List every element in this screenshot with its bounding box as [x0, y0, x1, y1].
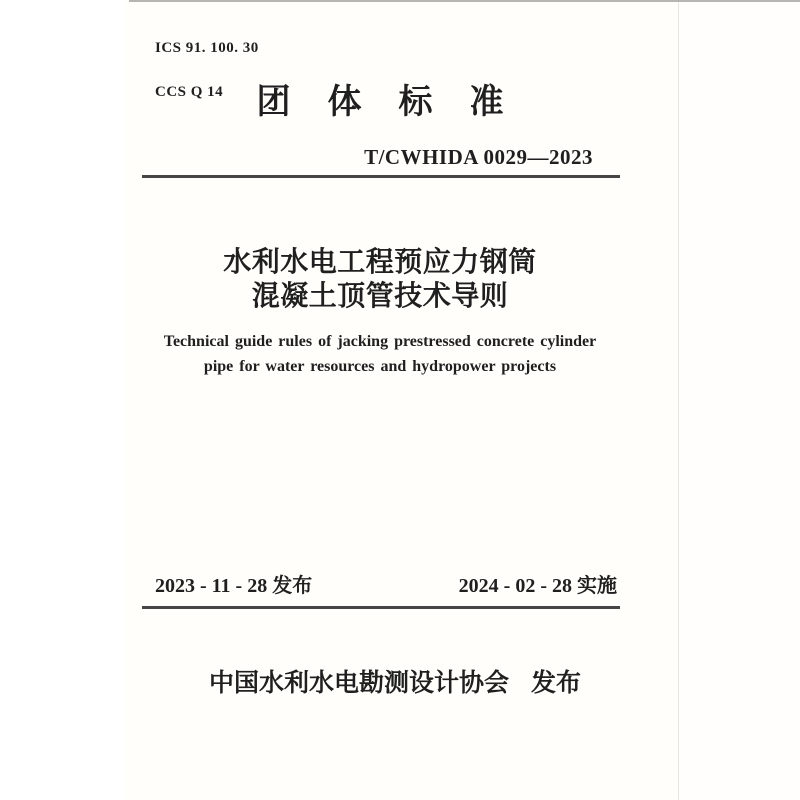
implement-date: 2024 - 02 - 28 实施 [458, 575, 617, 597]
chinese-title-line2: 混凝土顶管技术导则 [251, 279, 509, 311]
bottom-horizontal-rule [142, 606, 620, 609]
english-title [130, 329, 630, 379]
top-horizontal-rule [142, 175, 620, 178]
page-top-edge-shadow [129, 0, 800, 2]
chinese-title [140, 245, 620, 312]
english-title-line2: pipe for water resources and hydropower projects [203, 358, 557, 375]
document-type-heading: 团体标准 [256, 83, 541, 121]
page-right-edge [678, 0, 800, 800]
ccs-code: CCS Q 14 [155, 84, 224, 100]
publisher-line [155, 669, 635, 699]
ics-code: ICS 91. 100. 30 [155, 40, 259, 56]
dates-row [155, 574, 617, 598]
chinese-title-line1: 水利水电工程预应力钢筒 [223, 246, 537, 277]
standard-number: T/CWHIDA 0029—2023 [364, 145, 593, 169]
issue-date: 2023 - 11 - 28 发布 [155, 575, 313, 597]
publisher-action: 发布 [531, 670, 582, 697]
english-title-line1: Technical guide rules of jacking prestressed concrete cylinder [163, 333, 597, 350]
publisher-name: 中国水利水电勘测设计协会 [208, 670, 509, 697]
